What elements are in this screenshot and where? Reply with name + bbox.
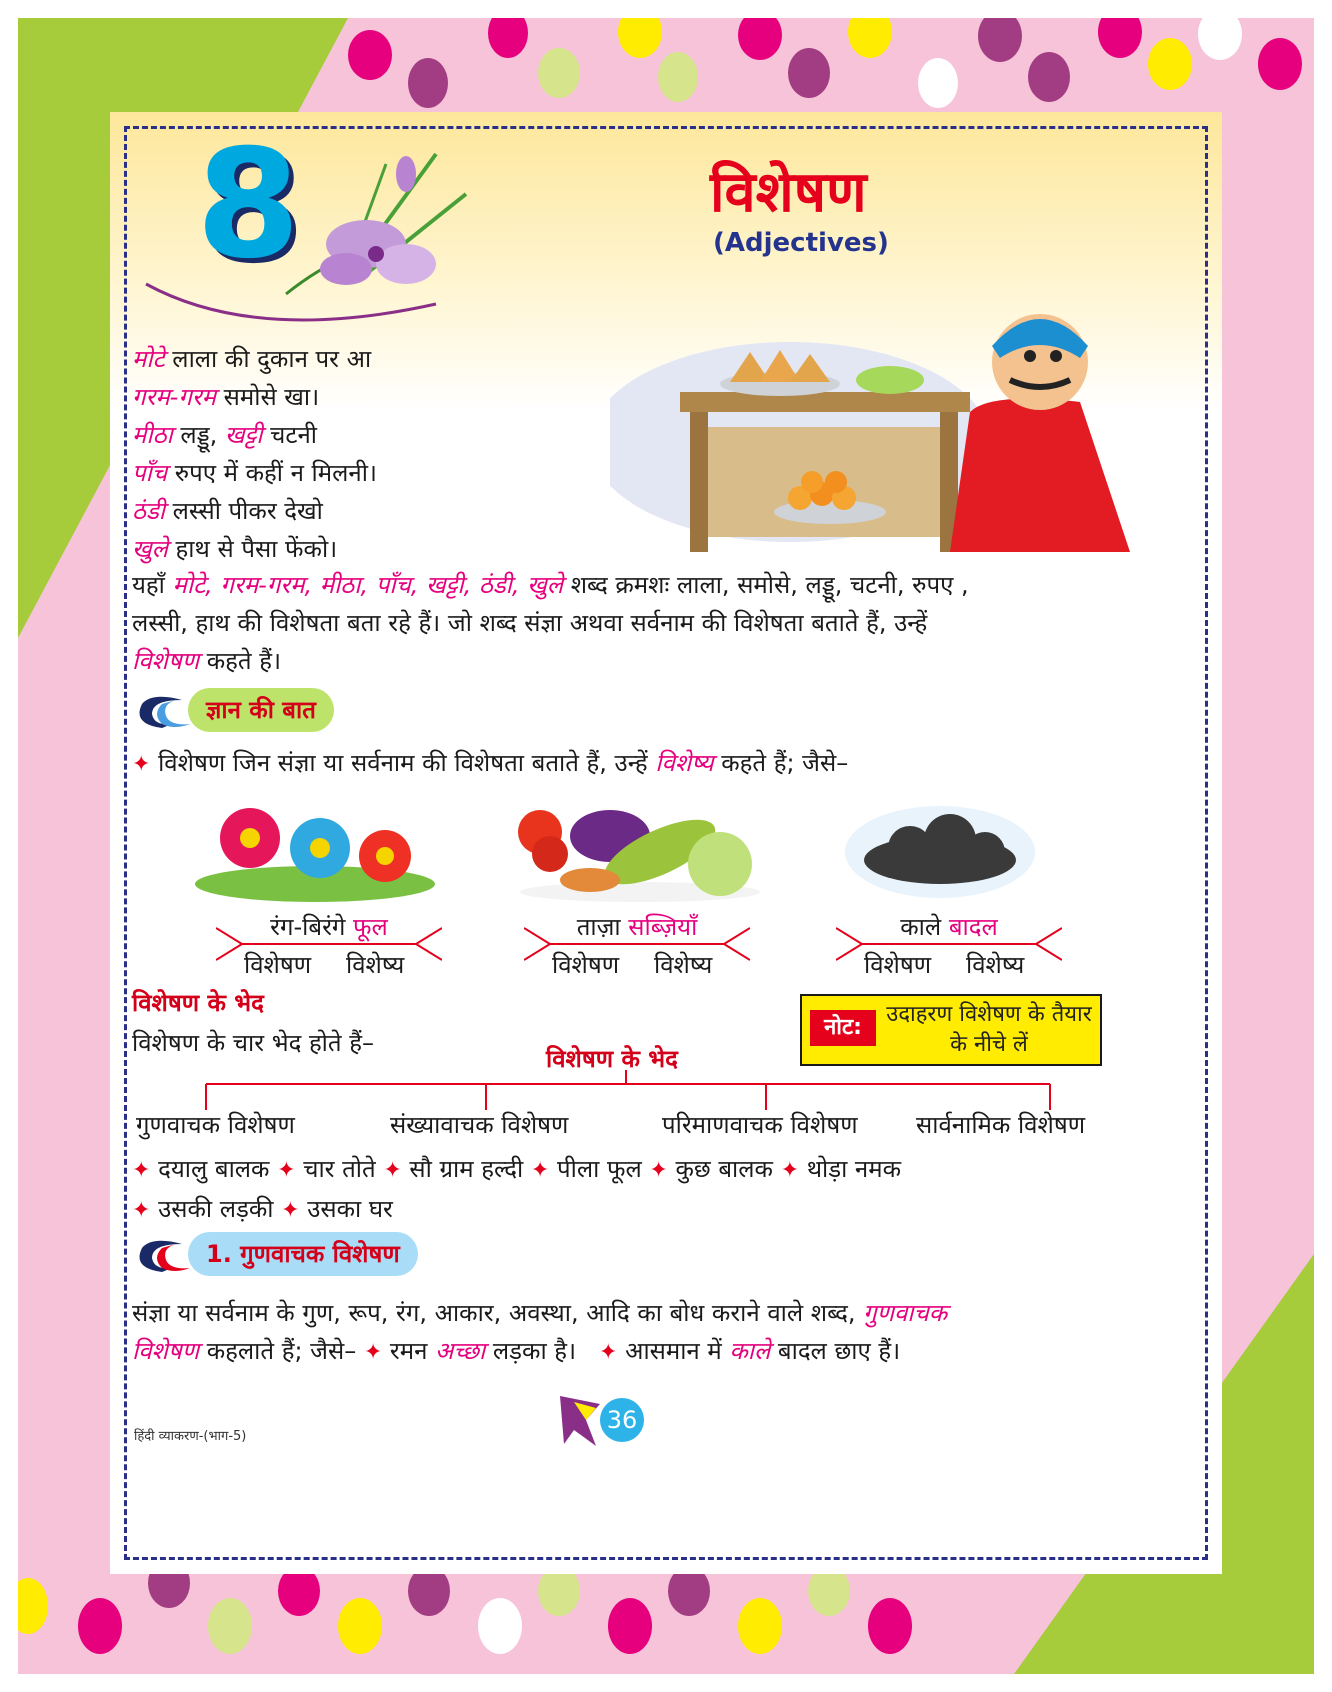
decor-dot <box>658 52 698 102</box>
vegetables-illustration <box>510 792 760 902</box>
type-example: सौ ग्राम हल्दी <box>409 1155 524 1183</box>
decor-dot <box>738 18 782 60</box>
poem-adjective: ठंडी <box>132 497 165 525</box>
swoosh-icon <box>132 1238 192 1278</box>
poem-adjective: खुले <box>132 535 168 563</box>
knowledge-term: विशेष्य <box>655 749 714 777</box>
section1-example-adjective: अच्छा <box>435 1337 486 1365</box>
decor-dot <box>488 18 528 58</box>
type-item: सार्वनामिक विशेषण <box>916 1111 1086 1139</box>
example-phrase <box>216 908 442 946</box>
poem-adjective: खट्टी <box>224 421 263 449</box>
section1-text: लड़का है। <box>485 1337 577 1365</box>
example-adjective: काले <box>900 913 942 941</box>
section1-term: विशेषण <box>132 1337 200 1365</box>
star-bullet-icon: ✦ <box>132 1198 151 1223</box>
example-bracket <box>216 908 442 978</box>
poem-adjective: मोटे <box>132 345 165 373</box>
decor-dot <box>408 58 448 108</box>
star-bullet-icon: ✦ <box>132 1158 151 1183</box>
example-label: विशेष्य <box>654 951 713 979</box>
example-label: विशेषण <box>244 951 312 979</box>
explanation-line: लस्सी, हाथ की विशेषता बता रहे हैं। जो शब्द संज्ञा अथवा सर्वनाम की विशेषता बताते हैं, उन्हें <box>132 609 928 637</box>
note-box <box>800 994 1102 1066</box>
shopkeeper-illustration <box>610 302 1210 562</box>
decor-dot <box>208 1598 252 1654</box>
section1-text: रमन <box>389 1337 436 1365</box>
star-bullet-icon: ✦ <box>530 1158 550 1183</box>
example-phrase <box>836 908 1062 946</box>
star-bullet-icon: ✦ <box>277 1158 296 1183</box>
explanation-paragraph <box>132 566 1208 680</box>
poem-line <box>132 454 552 492</box>
type-example: कुछ बालक <box>675 1155 773 1183</box>
types-heading: विशेषण के भेद <box>132 989 264 1017</box>
example-bracket <box>524 908 750 978</box>
poem-line <box>132 530 552 568</box>
poem-line <box>132 340 552 378</box>
decor-dot <box>478 1598 522 1654</box>
poem-adjective: गरम-गरम <box>132 383 217 411</box>
decor-dot <box>1258 38 1302 90</box>
decor-dot <box>1028 52 1070 102</box>
flower-illustration <box>136 134 476 324</box>
section1-line <box>132 1294 1208 1332</box>
decor-dot <box>868 1598 912 1654</box>
explanation-line <box>132 642 1208 680</box>
section1-text: बादल छाए हैं। <box>770 1337 901 1365</box>
explanation-term: विशेषण <box>132 647 200 675</box>
poem-adjective: पाँच <box>132 459 168 487</box>
type-examples-row <box>132 1150 1208 1190</box>
poem-adjective: मीठा <box>132 421 173 449</box>
star-bullet-icon: ✦ <box>780 1158 800 1183</box>
example-noun: बादल <box>948 913 998 941</box>
section1-example-adjective: काले <box>729 1337 771 1365</box>
decor-dot <box>978 18 1022 62</box>
section1-text: कहलाते हैं; जैसे– <box>199 1337 364 1365</box>
type-example: थोड़ा नमक <box>806 1155 902 1183</box>
note-tag: नोट: <box>810 1010 876 1046</box>
poem-text: लाला की दुकान पर आ <box>164 345 372 373</box>
knowledge-text <box>132 744 1208 784</box>
poem-text: समोसे खा। <box>216 383 320 411</box>
section1-line <box>132 1332 1208 1372</box>
decor-dot <box>538 48 580 98</box>
poem-text: रुपए में कहीं न मिलनी। <box>167 459 378 487</box>
section-badge: 1. गुणवाचक विशेषण <box>188 1232 418 1276</box>
chapter-subtitle: (Adjectives) <box>713 228 889 258</box>
example-noun: फूल <box>353 913 388 941</box>
decor-dot <box>618 18 662 58</box>
explanation-adjectives: मोटे, गरम-गरम, मीठा, पाँच, खट्टी, ठंडी, खुले <box>172 571 564 599</box>
poem-line <box>132 492 552 530</box>
explanation-line <box>132 566 1208 604</box>
knowledge-text-part: विशेषण जिन संज्ञा या सर्वनाम की विशेषता बताते हैं, उन्हें <box>158 749 656 777</box>
poem-text: हाथ से पैसा फेंको। <box>167 535 338 563</box>
section1-paragraph <box>132 1294 1208 1372</box>
poem-line <box>132 416 552 454</box>
note-text: उदाहरण विशेषण के तैयार के नीचे लें <box>886 1002 1092 1057</box>
decor-dot <box>848 18 892 58</box>
section1-term: गुणवाचक <box>863 1299 948 1327</box>
type-example: दयालु बालक <box>158 1155 270 1183</box>
types-intro: विशेषण के चार भेद होते हैं– <box>132 1029 374 1057</box>
chapter-number: 8 <box>196 118 301 292</box>
decor-dot <box>18 1578 48 1634</box>
star-bullet-icon: ✦ <box>383 1158 402 1183</box>
example-label: विशेषण <box>552 951 620 979</box>
decor-dot <box>918 58 958 108</box>
knowledge-badge: ज्ञान की बात <box>188 688 334 732</box>
decor-dot <box>338 1598 382 1654</box>
decor-dot <box>1198 18 1242 60</box>
type-item: गुणवाचक विशेषण <box>136 1111 295 1139</box>
section1-text: संज्ञा या सर्वनाम के गुण, रूप, रंग, आकार, अवस्था, आदि का बोध कराने वाले शब्द, <box>132 1299 864 1327</box>
type-examples-row <box>132 1190 393 1230</box>
example-phrase <box>524 908 750 946</box>
flowers-illustration <box>190 794 440 904</box>
poem-text: चटनी <box>262 421 318 449</box>
page-number: 36 <box>600 1398 644 1442</box>
example-label: विशेष्य <box>966 951 1025 979</box>
poem <box>132 340 552 568</box>
swoosh-icon <box>132 694 192 734</box>
decor-dot <box>1098 18 1142 58</box>
decor-dot <box>788 48 830 98</box>
example-adjective: रंग-बिरंगे <box>270 913 346 941</box>
poem-text: लड्डू, <box>172 421 225 449</box>
decor-dot <box>738 1598 782 1654</box>
explanation-text: कहते हैं। <box>199 647 282 675</box>
star-bullet-icon: ✦ <box>363 1340 383 1365</box>
tree-title: विशेषण के भेद <box>546 1045 678 1073</box>
star-bullet-icon: ✦ <box>132 752 151 777</box>
type-item: परिमाणवाचक विशेषण <box>662 1111 858 1139</box>
bookmark-icon <box>556 1394 604 1448</box>
example-noun: सब्ज़ियाँ <box>628 913 698 941</box>
example-bracket <box>836 908 1062 978</box>
type-item: संख्यावाचक विशेषण <box>390 1111 569 1139</box>
worksheet-page <box>110 112 1222 1574</box>
example-adjective: ताज़ा <box>576 913 621 941</box>
section1-text: आसमान में <box>625 1337 730 1365</box>
type-example: पीला फूल <box>556 1155 642 1183</box>
poem-text: लस्सी पीकर देखो <box>165 497 323 525</box>
book-footer: हिंदी व्याकरण-(भाग-5) <box>134 1429 247 1444</box>
poem-line <box>132 378 552 416</box>
cloud-illustration <box>840 802 1040 902</box>
chapter-title: विशेषण <box>710 160 867 225</box>
decor-dot <box>348 30 392 80</box>
type-example: उसका घर <box>307 1195 393 1223</box>
knowledge-text-part: कहते हैं; जैसे– <box>713 749 849 777</box>
type-example: उसकी लड़की <box>158 1195 274 1223</box>
decor-dot <box>78 1598 122 1654</box>
type-example: चार तोते <box>303 1155 376 1183</box>
example-label: विशेषण <box>864 951 932 979</box>
decor-dot <box>608 1598 652 1654</box>
explanation-text: शब्द क्रमशः लाला, समोसे, लड्डू, चटनी, रुपए , <box>563 571 969 599</box>
star-bullet-icon: ✦ <box>599 1340 618 1365</box>
star-bullet-icon: ✦ <box>281 1198 300 1223</box>
decor-dot <box>1148 38 1192 90</box>
star-bullet-icon: ✦ <box>649 1158 668 1183</box>
example-label: विशेष्य <box>346 951 405 979</box>
explanation-text: यहाँ <box>132 571 173 599</box>
